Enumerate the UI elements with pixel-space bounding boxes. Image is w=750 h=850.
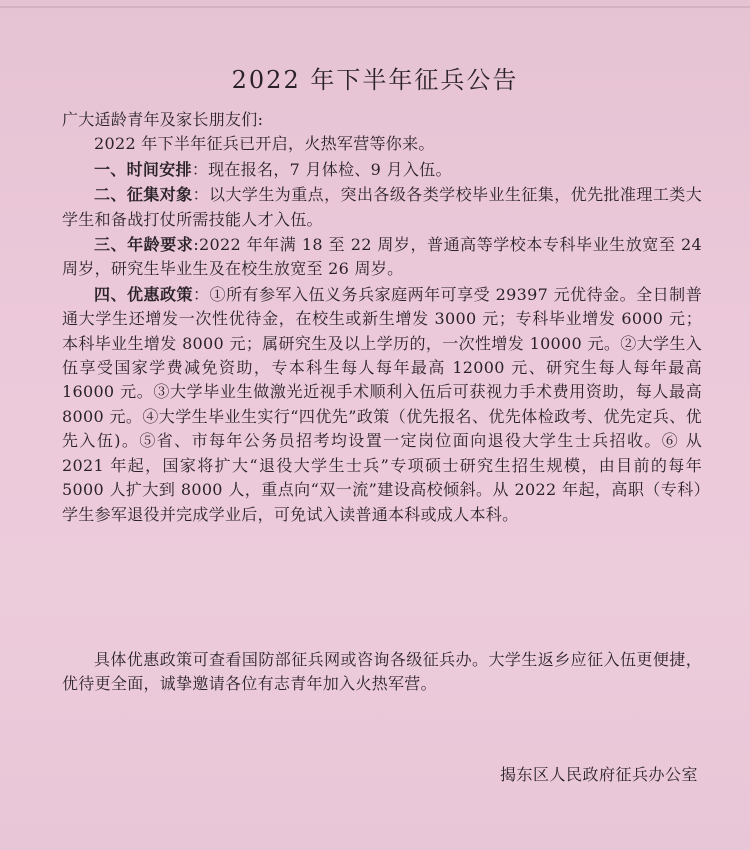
section-heading: 三、年龄要求: [94, 235, 194, 255]
notice-title: 2022 年下半年征兵公告: [231, 66, 519, 94]
section-body: :2022 年年满 18 至 22 周岁，普通高等学校本专科毕业生放宽至 24 周岁，研究生毕业生及在校生放宽至 26 周岁。: [62, 235, 702, 279]
signature: 揭东区人民政府征兵办公室: [499, 765, 698, 784]
section-age: [62, 233, 702, 282]
notice-body: [62, 108, 702, 527]
section-benefits: [62, 283, 702, 527]
section-heading: 四、优惠政策: [94, 284, 194, 304]
section-body: ：现在报名，7 月体检、9 月入伍。: [191, 159, 452, 179]
paper-fold-line: [0, 6, 750, 8]
closing-block: [62, 648, 702, 697]
greeting: 广大适龄青年及家长朋友们:: [62, 110, 264, 129]
section-body: ：①所有参军入伍义务兵家庭两年可享受 29397 元优待金。全日制普通大学生还增发一次性优待金，在校生或新生增发 3000 元；专科毕业增发 6000 元；本科毕业生增发 8000 元；属研究生及以上学历的，一次性增发 10000 元。②大学生入伍享受国家学费减免资助，专本科生每人每年最高 12000 元、研究生每人每年最高 16000 元。③大学毕业生做激光近视手术顺利入伍后可获视力手术费用资助，每人最高 8000 元。④大学生毕业生实行“四优先”政策（优先报名、优先体检政考、优先定兵、优先入伍)。⑤省、市每年公务员招考均设置一定岗位面向退役大学生士兵招收。⑥ 从 2021 年起，国家将扩大“退役大学生士兵”专项硕士研究生招生规模，由目前的每年 5000 人扩大到 8000 人，重点向“双一流”建设高校倾斜。从 2022 年起，高职（专科）学生参军退役并完成学业后，可免试入读普通本科或成人本科。: [62, 284, 702, 524]
intro-paragraph: 2022 年下半年征兵已开启，火热军营等你来。: [94, 134, 435, 154]
section-body: ：以大学生为重点，突出各级各类学校毕业生征集，优先批准理工类大学生和备战打仗所需技能人才入伍。: [62, 185, 702, 229]
section-heading: 一、时间安排: [94, 159, 192, 179]
section-targets: [62, 183, 702, 232]
section-schedule: [62, 158, 702, 182]
closing-paragraph: 具体优惠政策可查看国防部征兵网或咨询各级征兵办。大学生返乡应征入伍更便捷，优待更全面，诚挚邀请各位有志青年加入火热军营。: [62, 650, 702, 694]
section-heading: 二、征集对象: [94, 185, 193, 205]
